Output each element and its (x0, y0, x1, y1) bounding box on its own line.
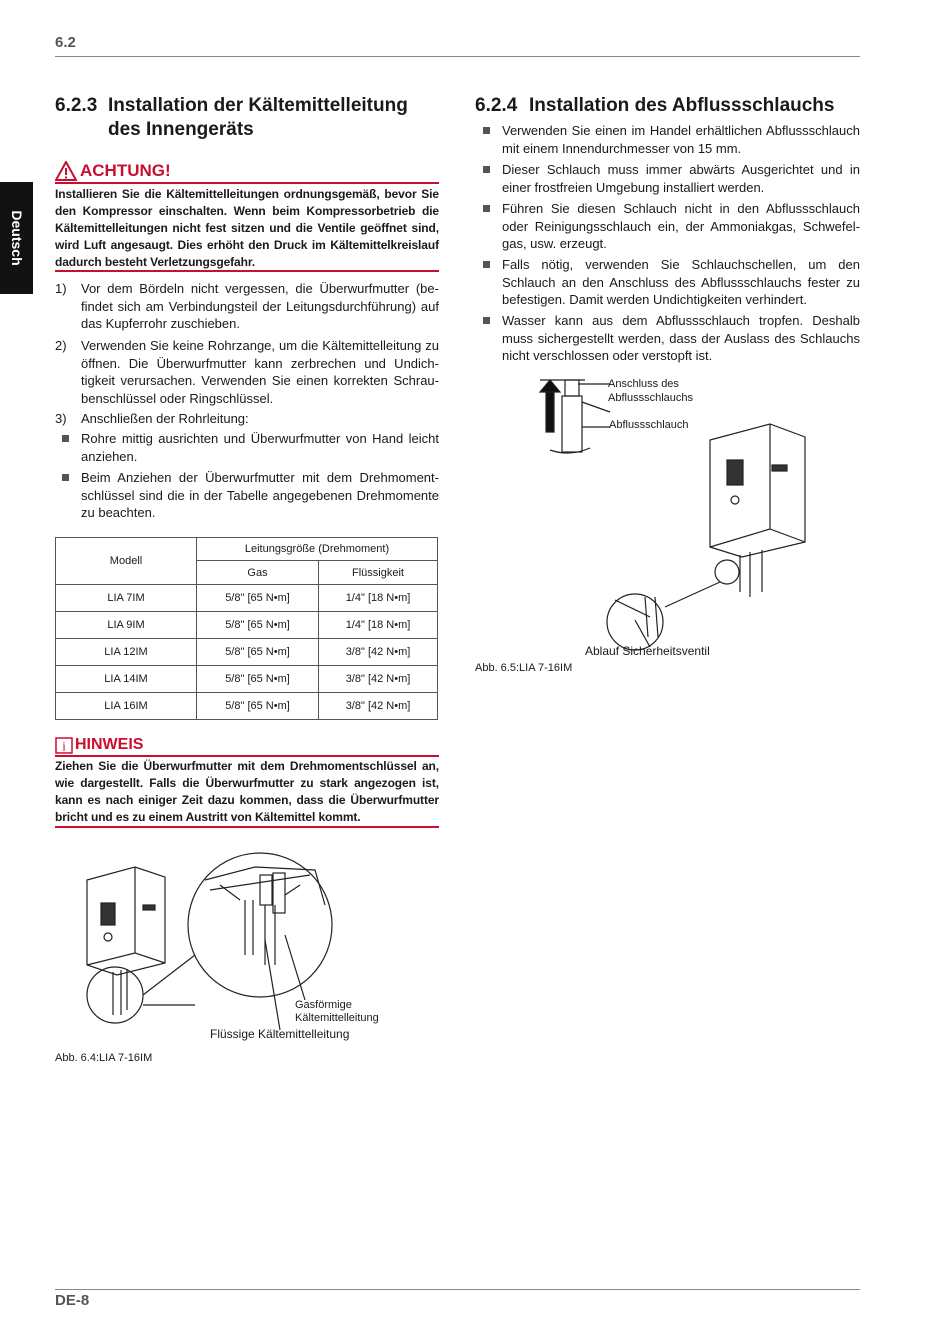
bullet-icon (483, 261, 490, 268)
table-cell-liquid: 3/8" [42 N•m] (319, 693, 438, 720)
label-safety-valve: Ablauf Sicherheitsventil (585, 644, 710, 658)
header-rule (55, 56, 860, 57)
table-row (56, 639, 438, 666)
note-box (55, 735, 439, 828)
bullet-icon (483, 127, 490, 134)
table-cell-gas: 5/8" [65 N•m] (197, 585, 319, 612)
sub-bullet-2: Beim Anziehen der Überwurfmutter mit dem Drehmomentschlüssel sind die in der Tabelle angegebenen Drehmomente zu beachten. (81, 470, 439, 521)
left-heading-line2: des Innengeräts (108, 119, 254, 140)
table-cell-gas: 5/8" [65 N•m] (197, 693, 319, 720)
language-tab-label: Deutsch (8, 210, 25, 266)
note-text: Ziehen Sie die Überwurfmutter mit dem Drehmomentschlüssel an, wie dargestellt. Falls die Überwurfmutter zu stark angezogen ist, kann es nach einiger Zeit dazu kommen, dass die Überwurfmutter bricht und es zu einem Austritt von Kältemittel kommt. (55, 759, 439, 824)
table-cell-gas: 5/8" [65 N•m] (197, 666, 319, 693)
table-header-group: Leitungsgröße (Drehmoment) (197, 538, 438, 561)
left-heading-line1: Installation der Kältemittelleitung (108, 95, 408, 116)
svg-text:i: i (62, 738, 66, 753)
drain-bullet-1: Verwenden Sie einen im Handel erhältlichen Abflussschlauch mit einem Innendurchmesser von 15 mm. (502, 123, 860, 156)
note-bottom-rule (55, 826, 439, 828)
table-cell-model: LIA 12IM (56, 639, 197, 666)
right-heading-text: Installation des Abflussschlauchs (529, 95, 835, 116)
page-number: DE-8 (55, 1292, 90, 1309)
table-header-gas: Gas (197, 561, 319, 585)
table-row (56, 666, 438, 693)
table-row (56, 612, 438, 639)
left-heading-number: 6.2.3 (55, 95, 98, 116)
table-cell-liquid: 1/4" [18 N•m] (319, 585, 438, 612)
step-3-number: 3) (55, 411, 67, 426)
label-gas-line1: Gasförmige (295, 999, 352, 1011)
table-cell-model: LIA 16IM (56, 693, 197, 720)
drain-hose-figure (530, 372, 830, 662)
table-cell-gas: 5/8" [65 N•m] (197, 612, 319, 639)
right-heading-number: 6.2.4 (475, 95, 518, 116)
sub-bullet-1: Rohre mittig ausrichten und Überwurfmutter von Hand leicht anziehen. (81, 431, 439, 464)
step-2-number: 2) (55, 338, 67, 353)
table-cell-model: LIA 7IM (56, 585, 197, 612)
left-heading (55, 94, 440, 144)
refrigerant-pipe-figure (55, 845, 440, 1050)
label-connection-line1: Anschluss des (608, 378, 679, 390)
bullet-icon (62, 474, 69, 481)
table-cell-gas: 5/8" [65 N•m] (197, 639, 319, 666)
note-title: HINWEIS (75, 736, 144, 753)
info-icon (55, 737, 73, 754)
table-header-model: Modell (56, 538, 197, 585)
table-cell-model: LIA 14IM (56, 666, 197, 693)
table-row (56, 693, 438, 720)
warning-text: Installieren Sie die Kältemittelleitungen ordnungsgemäß, bevor Sie den Kompressor einschalten. Wenn beim Kompressorbetrieb die Kältemittelleitungen nicht fest sitzen und die Ventile geöffnet sind, wird Luft angesaugt. Dies erhöht den Druck im Kältemittelkreislauf dadurch besteht Verletzungsgefahr. (55, 187, 439, 269)
footer-rule (55, 1289, 860, 1290)
figure-caption-right: Abb. 6.5:LIA 7-16IM (475, 662, 573, 674)
warning-box (55, 160, 439, 272)
table-cell-liquid: 3/8" [42 N•m] (319, 639, 438, 666)
bullet-icon (62, 435, 69, 442)
steps-list (55, 280, 439, 520)
drain-bullet-3: Führen Sie diesen Schlauch nicht in den Abflussschlauch oder Reinigungsschlauch ein, der Ammoniakgas, Schwefelgas, usw. erzeugt. (502, 201, 860, 252)
drain-bullet-5: Wasser kann aus dem Abflussschlauch tropfen. Deshalb muss sichergestellt werden, dass der Auslass des Schlauchs nicht verschlossen oder verstopft ist. (502, 313, 860, 364)
step-3-text: Anschließen der Rohrleitung: (81, 411, 249, 426)
label-drain-hose: Abflussschlauch (609, 419, 689, 431)
bullet-icon (483, 166, 490, 173)
label-liquid-line: Flüssige Kältemittelleitung (210, 1027, 350, 1041)
right-heading (475, 94, 860, 120)
step-1-number: 1) (55, 281, 67, 296)
step-1-text: Vor dem Bördeln nicht vergessen, die Überwurfmutter (befindet sich am Verbindungsteil der Leitungsdurchführung) auf das Kupferrohr zuschieben. (81, 281, 439, 332)
torque-table (55, 537, 438, 720)
figure-caption-left: Abb. 6.4:LIA 7-16IM (55, 1052, 153, 1064)
section-number: 6.2 (55, 34, 76, 51)
warning-title: ACHTUNG! (80, 161, 171, 180)
bullet-icon (483, 205, 490, 212)
table-row (56, 585, 438, 612)
drain-bullets (475, 122, 860, 367)
drain-bullet-2: Dieser Schlauch muss immer abwärts Ausgerichtet und in einer frostfreien Umgebung installiert werden. (502, 162, 860, 195)
label-connection-line2: Abflussschlauchs (608, 392, 693, 404)
table-header-liquid: Flüssigkeit (319, 561, 438, 585)
step-2-text: Verwenden Sie keine Rohrzange, um die Kältemittelleitung zu öffnen. Die Überwurfmutter kann zerbrechen und Undichtigkeit verursachen. Verwenden Sie einen korrekten Schraubenschlüssel oder Ringschlüssel. (81, 338, 439, 407)
label-gas-line2: Kältemittelleitung (295, 1012, 379, 1024)
table-cell-liquid: 3/8" [42 N•m] (319, 666, 438, 693)
warning-top-rule (55, 182, 439, 184)
bullet-icon (483, 317, 490, 324)
note-top-rule (55, 755, 439, 757)
drain-bullet-4: Falls nötig, verwenden Sie Schlauchschellen, um den Schlauch an den Anschluss des Abflussschlauchs fester zu befestigen. Damit werden Undichtigkeiten verhindert. (502, 257, 860, 308)
language-tab[interactable] (0, 182, 33, 294)
table-cell-model: LIA 9IM (56, 612, 197, 639)
warning-triangle-icon (55, 161, 77, 181)
table-cell-liquid: 1/4" [18 N•m] (319, 612, 438, 639)
